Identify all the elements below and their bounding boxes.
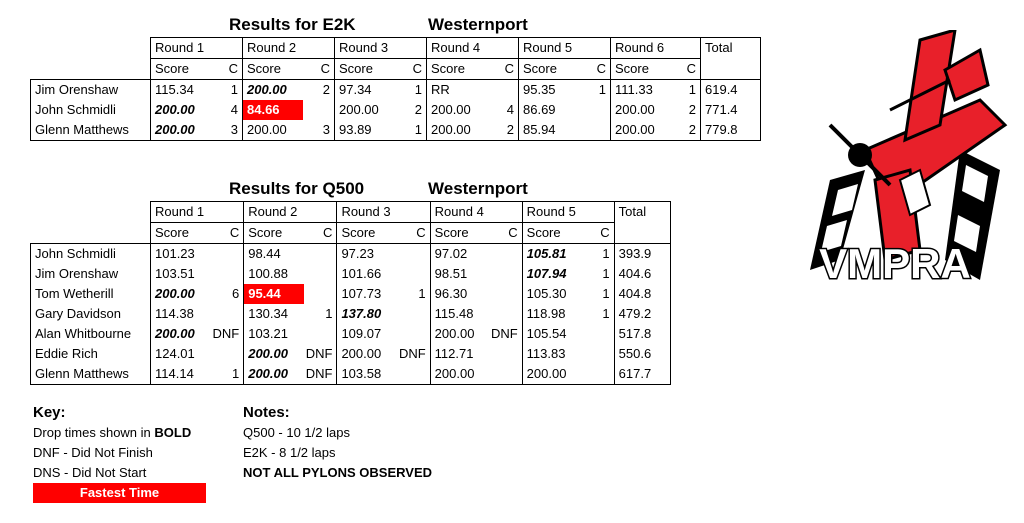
count-cell: 2 — [679, 120, 701, 141]
score-cell: 107.73 — [337, 284, 399, 304]
score-header: Score — [522, 223, 590, 244]
e2k-results-table — [30, 37, 761, 141]
count-cell — [589, 100, 611, 120]
score-cell: 200.00 — [430, 324, 490, 344]
count-cell: DNF — [398, 346, 426, 361]
total-cell: 404.6 — [614, 264, 670, 284]
header-row — [31, 38, 761, 59]
score-header: Score — [243, 59, 313, 80]
count-cell: 4 — [506, 102, 514, 117]
score-cell: 103.58 — [337, 364, 399, 385]
score-cell: 200.00 — [151, 100, 219, 120]
count-cell — [213, 304, 244, 324]
table-row — [31, 80, 761, 101]
score-cell: 200.00 — [243, 80, 313, 101]
count-cell — [497, 80, 519, 101]
e2k-title — [229, 15, 356, 35]
score-cell: 118.98 — [522, 304, 590, 324]
total-cell: 404.8 — [614, 284, 670, 304]
count-cell — [306, 284, 337, 304]
count-cell — [399, 364, 430, 385]
count-cell — [490, 344, 522, 364]
e2k-location: Westernport — [428, 15, 528, 34]
subheader-row — [31, 59, 761, 80]
pilot-name: Eddie Rich — [31, 344, 151, 364]
count-cell: 2 — [497, 120, 519, 141]
count-cell: 6 — [231, 286, 240, 301]
score-cell — [243, 100, 313, 120]
count-cell — [490, 264, 522, 284]
score-cell: 100.88 — [244, 264, 306, 284]
round-header: Round 3 — [335, 38, 427, 59]
count-cell: 1 — [688, 82, 696, 97]
c-header: C — [497, 59, 519, 80]
score-cell: 114.38 — [151, 304, 213, 324]
table-row — [31, 304, 671, 324]
score-cell: 113.83 — [522, 344, 590, 364]
score-cell: 86.69 — [519, 100, 589, 120]
pilot-name: John Schmidli — [31, 100, 151, 120]
total-cell: 619.4 — [701, 80, 761, 101]
c-header: C — [490, 223, 522, 244]
round-header: Round 5 — [519, 38, 611, 59]
score-cell: 200.00 — [427, 120, 497, 141]
c-header: C — [590, 223, 614, 244]
score-cell: 85.94 — [519, 120, 589, 141]
score-cell: 101.23 — [151, 244, 213, 265]
round-header: Round 4 — [427, 38, 519, 59]
key-dns: DNS - Did Not Start — [33, 465, 147, 480]
table-row — [31, 344, 671, 364]
count-cell: 1 — [325, 306, 333, 321]
score-cell: 96.30 — [430, 284, 490, 304]
c-header: C — [405, 59, 427, 80]
key-heading: Key: — [33, 404, 66, 421]
empty-cell — [31, 202, 151, 223]
table-row — [31, 364, 671, 385]
c-header: C — [213, 223, 244, 244]
score-header: Score — [519, 59, 589, 80]
round-header: Round 6 — [611, 38, 701, 59]
c-header: C — [219, 59, 243, 80]
header-row — [31, 202, 671, 223]
count-cell: 3 — [313, 120, 335, 141]
score-cell: 200.00 — [611, 120, 679, 141]
round-header: Round 4 — [430, 202, 522, 223]
q500-location: Westernport — [428, 179, 528, 198]
score-cell: 200.00 — [151, 120, 219, 141]
q500-results-table — [30, 201, 671, 385]
total-cell: 617.7 — [614, 364, 670, 385]
score-cell: 200.00 — [611, 100, 679, 120]
count-cell: 1 — [213, 364, 244, 385]
count-cell: 2 — [322, 82, 330, 97]
score-header: Score — [611, 59, 679, 80]
count-cell — [490, 364, 522, 385]
c-header: C — [313, 59, 335, 80]
score-cell: RR — [427, 80, 497, 101]
round-header: Round 1 — [151, 38, 243, 59]
score-header: Score — [337, 223, 399, 244]
round-header: Round 2 — [244, 202, 337, 223]
pilot-name: Gary Davidson — [31, 304, 151, 324]
score-cell: 97.34 — [335, 80, 405, 101]
total-empty — [701, 59, 761, 80]
key-section — [33, 403, 206, 503]
count-cell: 1 — [414, 82, 422, 97]
c-header: C — [679, 59, 701, 80]
score-cell: 105.54 — [522, 324, 590, 344]
score-cell: 114.14 — [151, 364, 213, 385]
score-cell: 103.51 — [151, 264, 213, 284]
score-cell: 105.81 — [522, 244, 590, 265]
fastest-score: 95.44 — [244, 284, 304, 304]
count-cell: 4 — [230, 102, 238, 117]
score-cell: 137.80 — [337, 304, 399, 324]
count-cell — [590, 344, 614, 364]
count-cell: 1 — [598, 82, 606, 97]
count-cell: 1 — [602, 266, 610, 281]
score-cell: 101.66 — [337, 264, 399, 284]
count-cell — [213, 244, 244, 265]
pilot-name: Jim Orenshaw — [31, 264, 151, 284]
score-header: Score — [244, 223, 306, 244]
empty-cell — [31, 223, 151, 244]
score-cell: 95.35 — [519, 80, 589, 101]
notes-section — [243, 403, 432, 483]
count-cell — [313, 100, 335, 120]
notes-line1: Q500 - 10 1/2 laps — [243, 425, 350, 440]
count-cell: DNF — [212, 326, 240, 341]
notes-line2: E2K - 8 1/2 laps — [243, 445, 336, 460]
score-cell: 200.00 — [244, 364, 306, 385]
key-drop-times — [33, 423, 206, 443]
total-empty — [614, 223, 670, 244]
count-cell: 2 — [688, 102, 696, 117]
score-cell: 124.01 — [151, 344, 213, 364]
table-row — [31, 100, 761, 120]
total-cell: 771.4 — [701, 100, 761, 120]
round-header: Round 2 — [243, 38, 335, 59]
count-cell: 1 — [602, 306, 610, 321]
count-cell — [399, 304, 430, 324]
pilot-name: John Schmidli — [31, 244, 151, 265]
score-cell: 97.23 — [337, 244, 399, 265]
score-cell: 105.30 — [522, 284, 590, 304]
key-drop-text: Drop times shown in — [33, 425, 155, 440]
score-cell: 200.00 — [337, 344, 399, 364]
count-cell: DNF — [305, 346, 333, 361]
score-cell: 107.94 — [522, 264, 590, 284]
score-cell: 200.00 — [522, 364, 590, 385]
count-cell — [213, 264, 244, 284]
count-cell — [589, 120, 611, 141]
score-header: Score — [430, 223, 490, 244]
key-fastest-time: Fastest Time — [33, 483, 206, 503]
score-cell: 98.44 — [244, 244, 306, 265]
score-cell: 98.51 — [430, 264, 490, 284]
count-cell: 3 — [219, 120, 243, 141]
count-cell — [490, 284, 522, 304]
c-header: C — [306, 223, 337, 244]
count-cell — [213, 344, 244, 364]
total-cell: 479.2 — [614, 304, 670, 324]
count-cell — [399, 324, 430, 344]
total-cell: 517.8 — [614, 324, 670, 344]
total-header: Total — [701, 38, 761, 59]
score-cell: 200.00 — [335, 100, 405, 120]
pilot-name: Alan Whitbourne — [31, 324, 151, 344]
empty-cell — [31, 59, 151, 80]
key-dnf: DNF - Did Not Finish — [33, 445, 153, 460]
total-cell: 779.8 — [701, 120, 761, 141]
score-cell: 200.00 — [427, 100, 497, 120]
count-cell: 1 — [418, 286, 426, 301]
table-row — [31, 264, 671, 284]
table-row — [31, 120, 761, 141]
c-header: C — [399, 223, 430, 244]
score-cell: 200.00 — [430, 364, 490, 385]
fastest-score: 84.66 — [243, 100, 303, 120]
score-cell: 112.71 — [430, 344, 490, 364]
pilot-name: Jim Orenshaw — [31, 80, 151, 101]
count-cell: 1 — [230, 82, 238, 97]
score-cell: 93.89 — [335, 120, 405, 141]
round-header: Round 5 — [522, 202, 614, 223]
count-cell — [306, 264, 337, 284]
subheader-row — [31, 223, 671, 244]
c-header: C — [589, 59, 611, 80]
score-cell: 111.33 — [611, 80, 679, 101]
round-header: Round 3 — [337, 202, 430, 223]
q500-title: Results for Q500 — [229, 179, 365, 198]
count-cell: DNF — [490, 326, 518, 341]
table-row — [31, 284, 671, 304]
count-cell: 2 — [414, 102, 422, 117]
count-cell: 1 — [405, 120, 427, 141]
total-header: Total — [614, 202, 670, 223]
count-cell: DNF — [306, 364, 337, 385]
notes-line3: NOT ALL PYLONS OBSERVED — [243, 465, 433, 480]
score-header: Score — [151, 59, 219, 80]
score-cell — [244, 284, 306, 304]
logo-text: VMPRA — [819, 240, 971, 287]
score-cell: 200.00 — [243, 120, 313, 141]
total-cell: 393.9 — [614, 244, 670, 265]
round-header: Round 1 — [151, 202, 244, 223]
score-cell: 109.07 — [337, 324, 399, 344]
count-cell — [399, 264, 430, 284]
pilot-name: Glenn Matthews — [31, 364, 151, 385]
count-cell — [306, 324, 337, 344]
total-cell: 550.6 — [614, 344, 670, 364]
score-header: Score — [151, 223, 213, 244]
count-cell — [590, 364, 614, 385]
count-cell: 1 — [602, 246, 610, 261]
e2k-title-text: Results for E2K — [229, 15, 356, 34]
count-cell — [590, 324, 614, 344]
score-cell: 200.00 — [151, 284, 213, 304]
count-cell — [490, 244, 522, 265]
empty-cell — [31, 38, 151, 59]
score-cell: 200.00 — [244, 344, 306, 364]
vmpra-logo — [770, 30, 1020, 300]
score-cell: 115.34 — [151, 80, 219, 101]
score-cell: 200.00 — [151, 324, 213, 344]
score-cell: 97.02 — [430, 244, 490, 265]
notes-heading: Notes: — [243, 404, 290, 421]
score-header: Score — [335, 59, 405, 80]
count-cell — [490, 304, 522, 324]
score-header: Score — [427, 59, 497, 80]
table-row — [31, 324, 671, 344]
count-cell: 1 — [602, 286, 610, 301]
pilot-name: Tom Wetherill — [31, 284, 151, 304]
count-cell — [399, 244, 430, 265]
count-cell — [306, 244, 337, 265]
score-cell: 115.48 — [430, 304, 490, 324]
score-cell: 130.34 — [244, 304, 306, 324]
key-drop-bold: BOLD — [154, 425, 192, 440]
table-row — [31, 244, 671, 265]
pilot-name: Glenn Matthews — [31, 120, 151, 141]
score-cell: 103.21 — [244, 324, 306, 344]
